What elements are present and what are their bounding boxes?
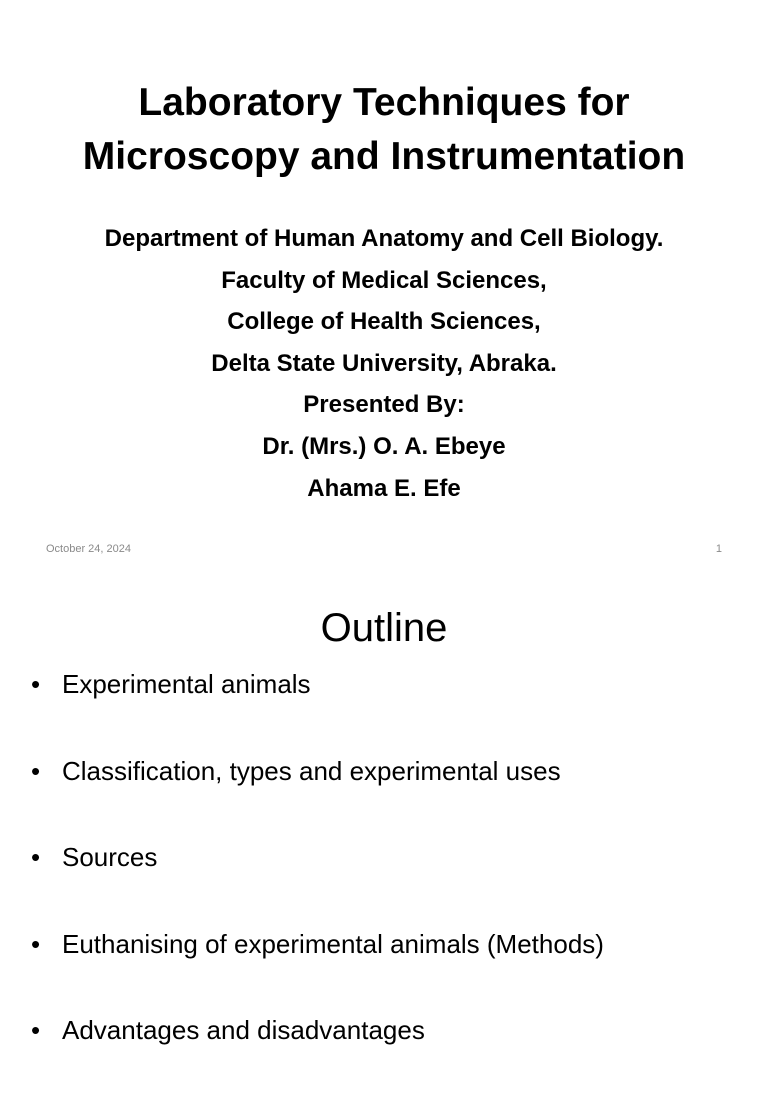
list-item-text: Experimental animals (62, 669, 311, 699)
list-item (0, 1008, 768, 1095)
faculty-line: Faculty of Medical Sciences, (221, 266, 547, 294)
list-item (0, 662, 768, 749)
bullet-icon: • (31, 928, 41, 959)
slide-subtitle (20, 218, 748, 509)
department-line: Department of Human Anatomy and Cell Biology. (104, 225, 664, 252)
bullet-icon: • (31, 755, 41, 786)
university-line: Delta State University, Abraka. (211, 349, 557, 377)
slide-title-line: Microscopy and Instrumentation (82, 135, 686, 178)
bullet-icon: • (31, 1015, 41, 1045)
presenter-name: Dr. (Mrs.) O. A. Ebeye (262, 432, 506, 460)
slide-title (20, 76, 748, 184)
list-item-text: Sources (62, 842, 158, 872)
bullet-icon: • (31, 669, 41, 699)
outline-slide (0, 576, 768, 1045)
outline-title: Outline (320, 606, 448, 650)
list-item-text: Classification, types and experimental uses (62, 755, 561, 786)
slide-date: October 24, 2024 (46, 543, 132, 555)
list-item-text: Advantages and disadvantages (62, 1015, 425, 1045)
list-item-text: Euthanising of experimental animals (Methods) (62, 928, 604, 959)
college-line: College of Health Sciences, (227, 308, 541, 336)
list-item (0, 835, 768, 922)
bullet-icon: • (31, 842, 41, 872)
list-item (0, 922, 768, 1009)
slide-title-line: Laboratory Techniques for (138, 81, 630, 124)
list-item (0, 749, 768, 836)
presented-by-label: Presented By: (303, 391, 465, 419)
outline-list (0, 662, 768, 1095)
presenter-name: Ahama E. Efe (307, 474, 461, 502)
slide-number: 1 (715, 543, 722, 555)
